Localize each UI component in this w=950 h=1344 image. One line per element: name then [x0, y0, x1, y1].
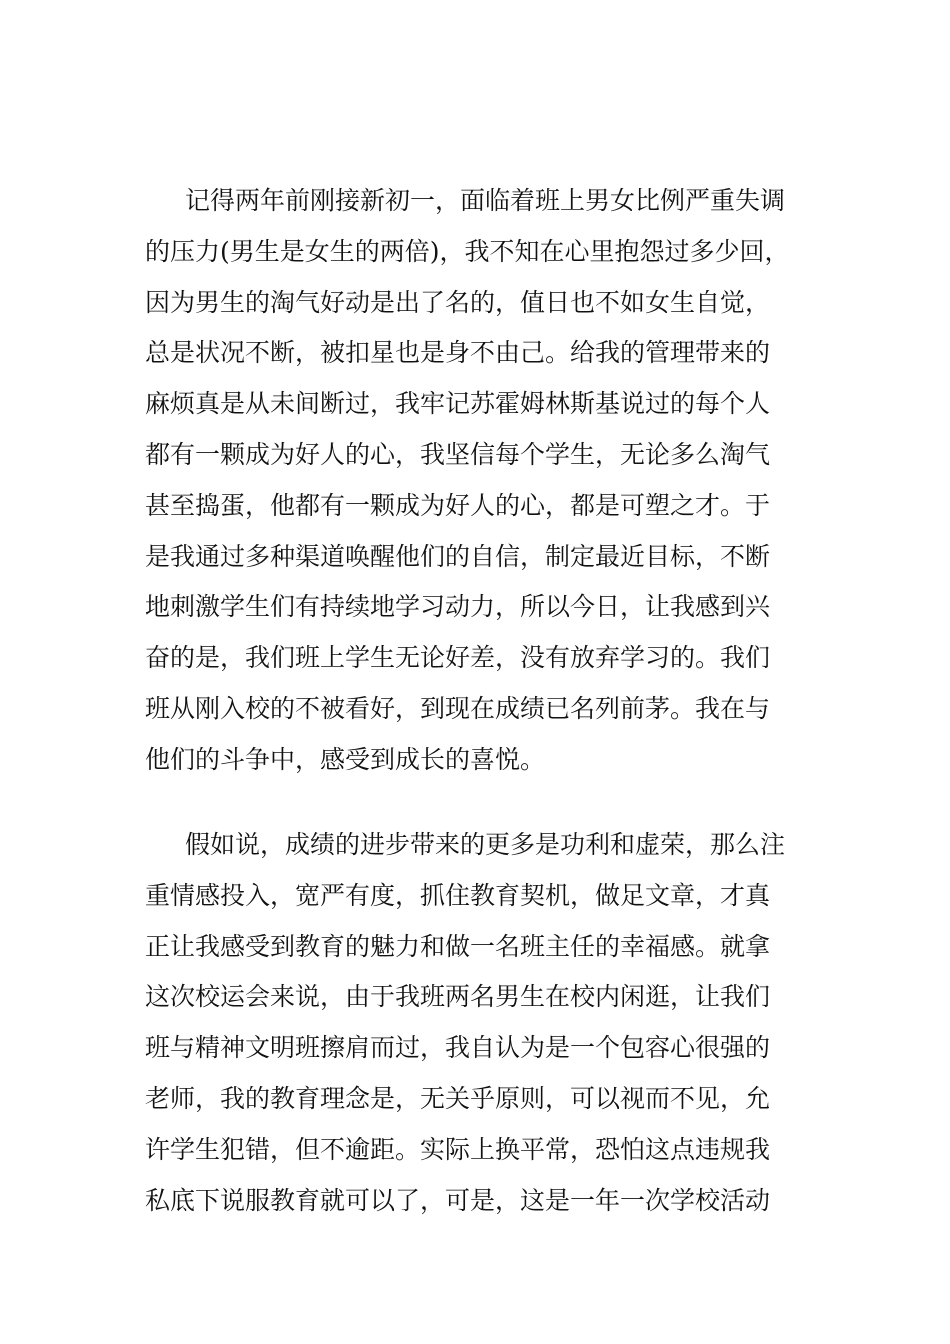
paragraph-line: 私底下说服教育就可以了，可是，这是一年一次学校活动 [145, 1185, 771, 1215]
paragraph-line: 地刺激学生们有持续地学习动力，所以今日，让我感到兴 [145, 592, 771, 622]
paragraph-line: 总是状况不断，被扣星也是身不由己。给我的管理带来的 [145, 338, 771, 368]
paragraph-line: 班从刚入校的不被看好，到现在成绩已名列前茅。我在与 [145, 693, 771, 723]
paragraph-line: 老师，我的教育理念是，无关乎原则，可以视而不见，允 [145, 1083, 771, 1113]
paragraph-line: 麻烦真是从未间断过，我牢记苏霍姆林斯基说过的每个人 [145, 389, 771, 419]
paragraph-line: 他们的斗争中，感受到成长的喜悦。 [145, 744, 546, 774]
paragraph-line: 假如说，成绩的进步带来的更多是功利和虚荣，那么注 [185, 830, 786, 859]
paragraph-line: 的压力(男生是女生的两倍)，我不知在心里抱怨过多少回， [145, 236, 790, 266]
paragraph-line: 重情感投入，宽严有度，抓住教育契机，做足文章，才真 [145, 880, 771, 910]
paragraph-line: 是我通过多种渠道唤醒他们的自信，制定最近目标，不断 [145, 541, 771, 571]
paragraph-line: 因为男生的淘气好动是出了名的，值日也不如女生自觉， [145, 287, 771, 317]
paragraph-line: 许学生犯错，但不逾距。实际上换平常，恐怕这点违规我 [145, 1134, 771, 1164]
paragraph-line: 正让我感受到教育的魅力和做一名班主任的幸福感。就拿 [145, 931, 771, 961]
paragraph-line: 记得两年前刚接新初一，面临着班上男女比例严重失调 [185, 186, 786, 215]
paragraph-line: 班与精神文明班擦肩而过，我自认为是一个包容心很强的 [145, 1033, 771, 1063]
paragraph-line: 甚至捣蛋，他都有一颗成为好人的心，都是可塑之才。于 [145, 490, 771, 520]
paragraph-line: 奋的是，我们班上学生无论好差，没有放弃学习的。我们 [145, 643, 771, 673]
paragraph-2 [145, 820, 825, 1226]
paragraph-line: 这次校运会来说，由于我班两名男生在校内闲逛，让我们 [145, 982, 771, 1012]
paragraph-line: 都有一颗成为好人的心，我坚信每个学生，无论多么淘气 [145, 439, 771, 469]
paragraph-1 [145, 176, 825, 786]
